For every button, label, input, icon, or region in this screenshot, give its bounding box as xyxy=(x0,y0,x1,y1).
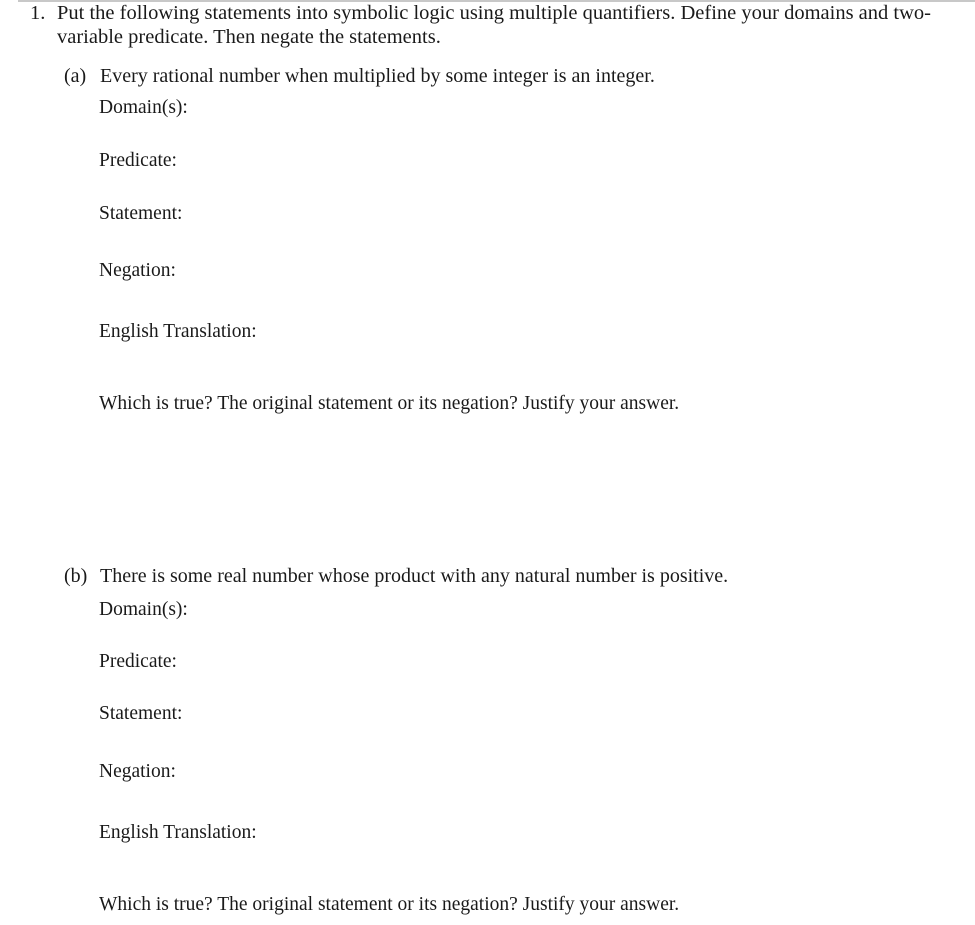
part-b-statement-label: Statement: xyxy=(99,703,183,724)
problem-text-line2: variable predicate. Then negate the statements. xyxy=(57,26,441,48)
part-b-negation-label: Negation: xyxy=(99,761,176,782)
part-b-translation-label: English Translation: xyxy=(99,822,257,843)
part-a-negation-label: Negation: xyxy=(99,260,176,281)
part-a-domains-label: Domain(s): xyxy=(99,97,188,118)
part-a-question: Which is true? The original statement or its negation? Justify your answer. xyxy=(99,393,680,414)
part-a-label: (a) xyxy=(64,65,87,87)
part-a-statement-label: Statement: xyxy=(99,203,183,224)
part-b-statement: There is some real number whose product with any natural number is positive. xyxy=(100,565,729,587)
part-a-predicate-label: Predicate: xyxy=(99,150,177,171)
part-b-question: Which is true? The original statement or its negation? Justify your answer. xyxy=(99,894,680,915)
part-b-domains-label: Domain(s): xyxy=(99,599,188,620)
part-a-translation-label: English Translation: xyxy=(99,321,257,342)
problem-text-line1: Put the following statements into symbolic logic using multiple quantifiers. Define your domains and two- xyxy=(57,2,931,24)
part-b-label: (b) xyxy=(64,565,88,587)
part-b-predicate-label: Predicate: xyxy=(99,651,177,672)
part-a-statement: Every rational number when multiplied by some integer is an integer. xyxy=(100,65,655,87)
problem-number: 1. xyxy=(30,2,46,24)
